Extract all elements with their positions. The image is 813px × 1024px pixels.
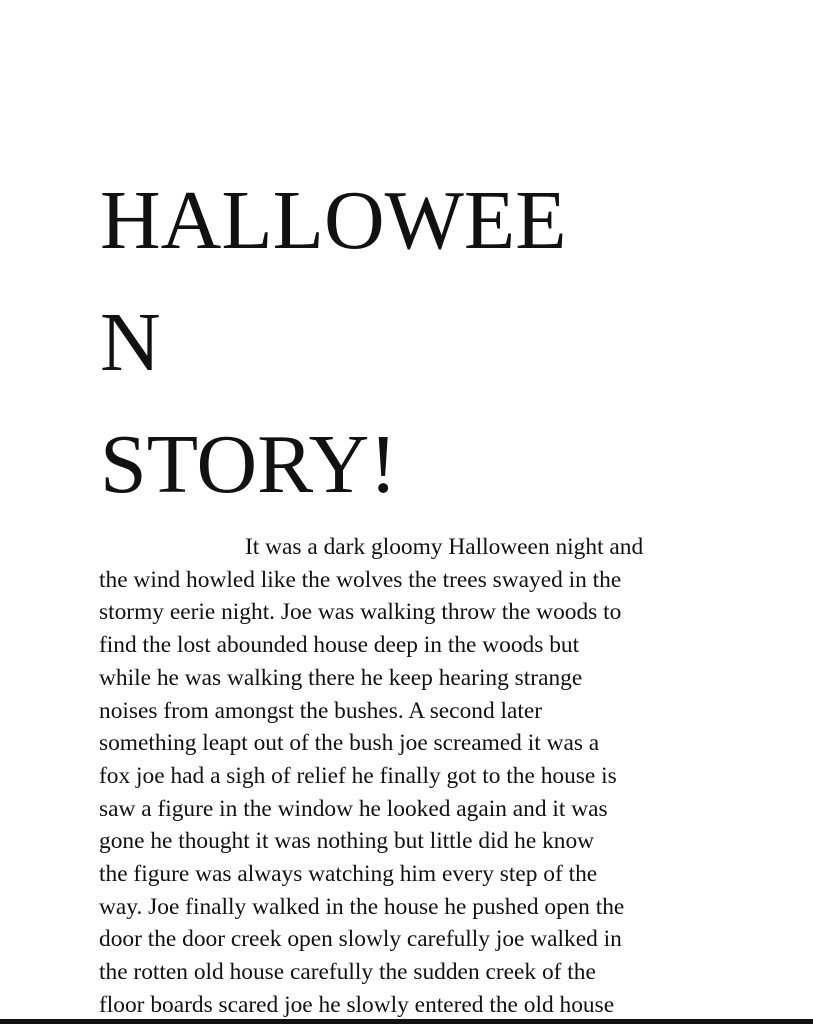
paragraph-line: the wind howled like the wolves the trees swayed in the — [99, 566, 622, 593]
title-line: STORY! — [100, 418, 398, 511]
paragraph-line: It was a dark gloomy Halloween night and — [245, 534, 644, 560]
paragraph-line: gone he thought it was nothing but little did he know — [99, 828, 595, 855]
paragraph-line: stormy eerie night. Joe was walking throw the woods to — [99, 599, 622, 626]
title-line: N — [100, 296, 161, 389]
paragraph-line: while he was walking there he keep hearing strange — [99, 664, 583, 691]
paragraph-line: door the door creek open slowly carefully joe walked in — [99, 926, 622, 953]
paragraph-line: noises from amongst the bushes. A second later — [99, 697, 543, 724]
paragraph-line: floor boards scared joe he slowly entered the old house — [99, 991, 615, 1018]
paragraph-line: the figure was always watching him every step of the — [99, 861, 598, 888]
paragraph-line: saw a figure in the window he looked again and it was — [99, 795, 608, 822]
story-paragraph — [99, 531, 799, 1022]
document-title — [100, 160, 700, 526]
paragraph-line: something leapt out of the bush joe screamed it was a — [99, 730, 600, 757]
title-line: HALLOWEE — [100, 174, 567, 267]
paragraph-line: way. Joe finally walked in the house he pushed open the — [99, 893, 625, 920]
paragraph-line: fox joe had a sigh of relief he finally got to the house is — [99, 762, 617, 789]
page-bottom-edge — [0, 1019, 813, 1024]
paragraph-line: find the lost abounded house deep in the woods but — [99, 632, 580, 659]
paragraph-line: the rotten old house carefully the sudden creek of the — [99, 959, 596, 986]
